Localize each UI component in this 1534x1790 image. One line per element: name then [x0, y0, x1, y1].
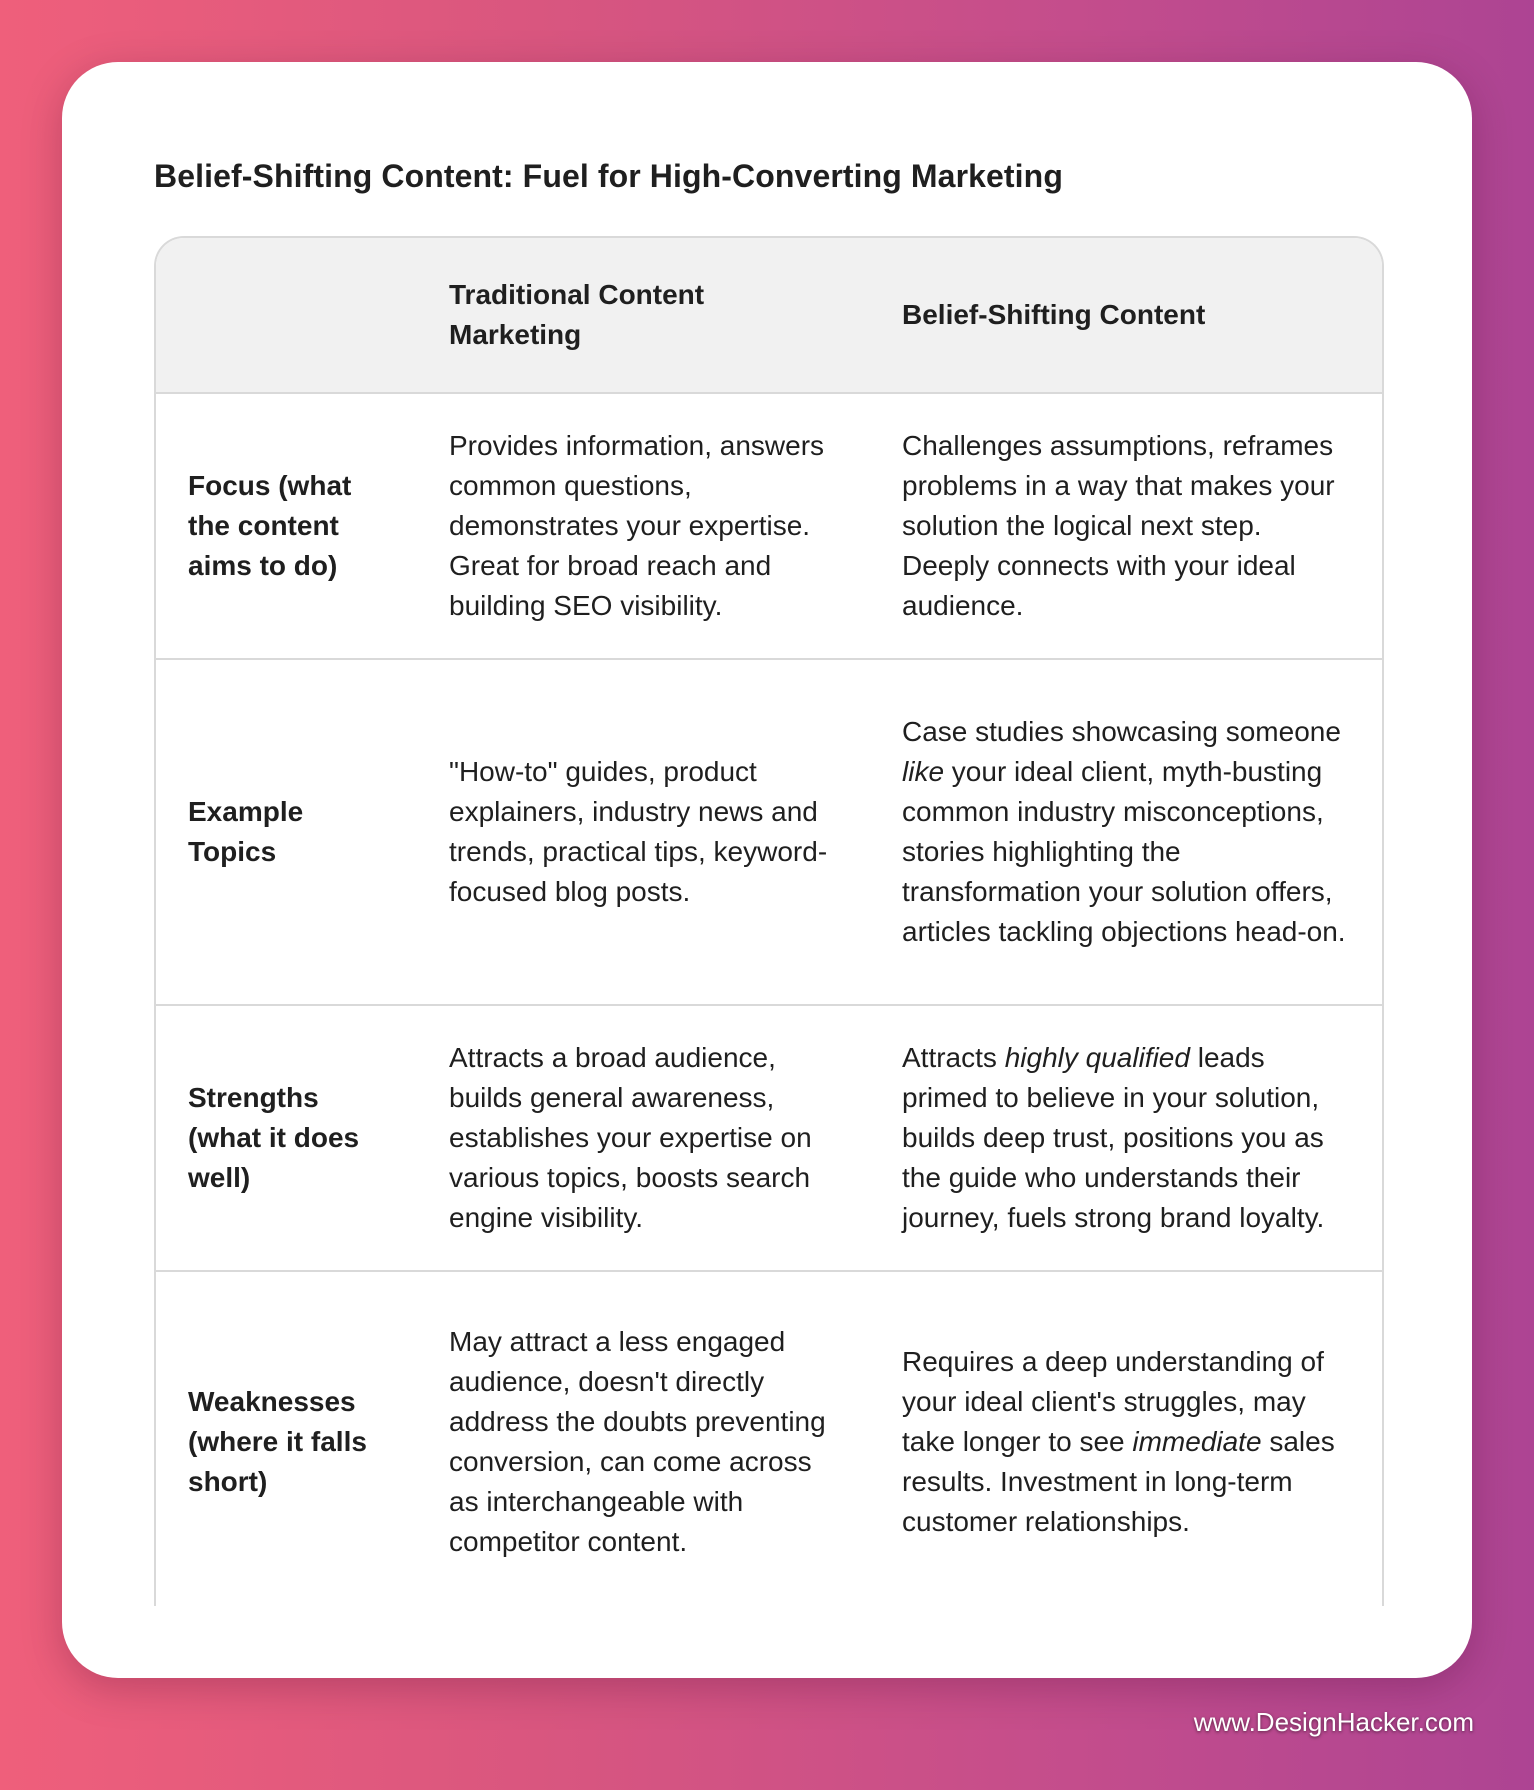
cell-belief [872, 659, 1382, 1005]
header-traditional: Traditional Content Marketing [449, 279, 705, 350]
table-row [156, 1271, 1382, 1606]
cell-text: Requires a deep understanding of your ideal client's struggles, may take longer to see [902, 1345, 1324, 1457]
row-label-weaknesses: Weaknesses (where it falls short) [188, 1385, 367, 1497]
cell-belief [872, 1005, 1382, 1271]
header-belief-shifting: Belief-Shifting Content [902, 299, 1206, 330]
cell-text: Case studies showcasing someone [902, 716, 1341, 747]
cell-traditional: Provides information, answers common questions, demonstrates your expertise. Great for broad reach and building SEO visibility. [449, 430, 825, 621]
content-card [62, 62, 1472, 1678]
cell-text: sales results. Investment in long-term customer relationships. [902, 1425, 1335, 1537]
header-empty-cell [156, 238, 419, 393]
page-title: Belief-Shifting Content: Fuel for High-Converting Marketing [154, 158, 1063, 194]
comparison-table [154, 236, 1384, 1606]
cell-traditional: May attract a less engaged audience, doesn't directly address the doubts preventing conversion, can come across as interchangeable with competitor content. [449, 1325, 826, 1557]
table-row [156, 1005, 1382, 1271]
cell-traditional: Attracts a broad audience, builds general awareness, establishes your expertise on various topics, boosts search engine visibility. [449, 1042, 812, 1233]
row-label-focus: Focus (what the content aims to do) [188, 470, 352, 581]
row-label-strengths: Strengths (what it does well) [188, 1082, 360, 1193]
cell-belief [872, 1271, 1382, 1606]
table-header-row [156, 238, 1382, 393]
cell-text: your ideal client, myth-busting common industry misconceptions, stories highlighting the transformation your solution offers, articles tackling objections head-on. [902, 756, 1346, 947]
cell-emphasis: highly qualified [1004, 1042, 1190, 1073]
cell-emphasis: immediate [1132, 1425, 1262, 1457]
cell-emphasis: like [902, 756, 945, 787]
cell-traditional: "How-to" guides, product explainers, industry news and trends, practical tips, keyword-focused blog posts. [449, 756, 828, 907]
cell-belief: Challenges assumptions, reframes problems in a way that makes your solution the logical next step. Deeply connects with your ideal audience. [902, 430, 1335, 621]
cell-text: leads primed to believe in your solution, builds deep trust, positions you as the guide who understands their journey, fuels strong brand loyalty. [902, 1042, 1325, 1233]
table-row [156, 393, 1382, 659]
table-row [156, 659, 1382, 1005]
cell-text: Attracts [902, 1042, 1005, 1073]
row-label-example-topics: Example Topics [188, 796, 304, 867]
watermark: www.DesignHacker.com [1193, 1707, 1474, 1737]
